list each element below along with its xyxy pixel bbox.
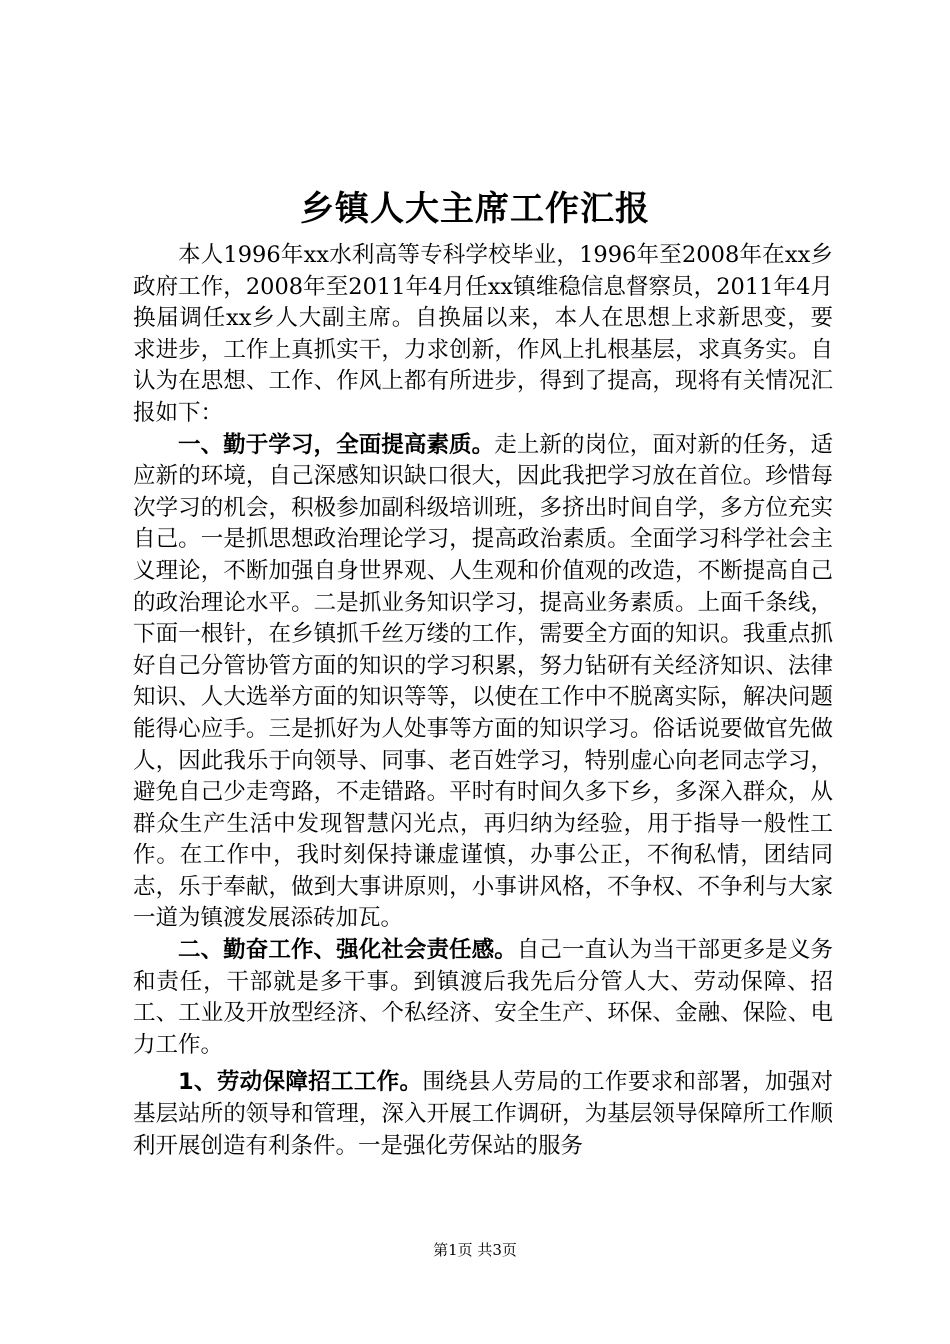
paragraph-work: [133, 935, 833, 1061]
paragraph-text: 本人1996年xx水利高等专科学校毕业，1996年至2008年在xx乡政府工作，2008年至2011年4月任xx镇维稳信息督察员，2011年4月换届调任xx乡人大副主席。自换届以来，本人在思想上求新思变，要求进步，工作上真抓实干，力求创新，作风上扎根基层，求真务实。自认为在思想、工作、作风上都有所进步，得到了提高，现将有关情况汇报如下：: [133, 242, 833, 426]
paragraph-lead: 一、勤于学习，全面提高素质。: [178, 431, 495, 458]
paragraph-lead: 1、劳动保障招工工作。: [178, 1069, 423, 1096]
paragraph-lead: 二、勤奋工作、强化社会责任感。: [178, 937, 517, 964]
paragraph-labor: [133, 1067, 833, 1162]
page-footer: 第1页 共3页: [433, 1241, 517, 1259]
document-body: [133, 240, 833, 1162]
paragraph-text: 围绕县人劳局的工作要求和部署，加强对基层站所的领导和管理，深入开展工作调研，为基层领导保障所工作顺利开展创造有利条件。一是强化劳保站的服务: [133, 1069, 833, 1159]
document-title: 乡镇人大主席工作汇报: [300, 189, 650, 229]
paragraph-study: [133, 430, 833, 936]
paragraph-text: 自己一直认为当干部更多是义务和责任，干部就是多干事。到镇渡后我先后分管人大、劳动保障、招工、工业及开放型经济、个私经济、安全生产、环保、金融、保险、电力工作。: [133, 937, 833, 1058]
paragraph-text: 走上新的岗位，面对新的任务，适应新的环境，自己深感知识缺口很大，因此我把学习放在首位。珍惜每次学习的机会，积极参加副科级培训班，多挤出时间自学，多方位充实自己。一是抓思想政治理论学习，提高政治素质。全面学习科学社会主义理论，不断加强自身世界观、人生观和价值观的改造，不断提高自己的政治理论水平。二是抓业务知识学习，提高业务素质。上面千条线，下面一根针，在乡镇抓千丝万缕的工作，需要全方面的知识。我重点抓好自己分管协管方面的知识的学习积累，努力钻研有关经济知识、法律知识、人大选举方面的知识等等，以使在工作中不脱离实际，解决问题能得心应手。三是抓好为人处事等方面的知识学习。俗话说要做官先做人，因此我乐于向领导、同事、老百姓学习，特别虚心向老同志学习，避免自己少走弯路，不走错路。平时有时间久多下乡，多深入群众，从群众生产生活中发现智慧闪光点，再归纳为经验，用于指导一般性工作。在工作中，我时刻保持谦虚谨慎，办事公正，不徇私情，团结同志，乐于奉献，做到大事讲原则，小事讲风格，不争权、不争利与大家一道为镇渡发展添砖加瓦。: [133, 431, 833, 932]
paragraph-intro: [133, 240, 833, 430]
